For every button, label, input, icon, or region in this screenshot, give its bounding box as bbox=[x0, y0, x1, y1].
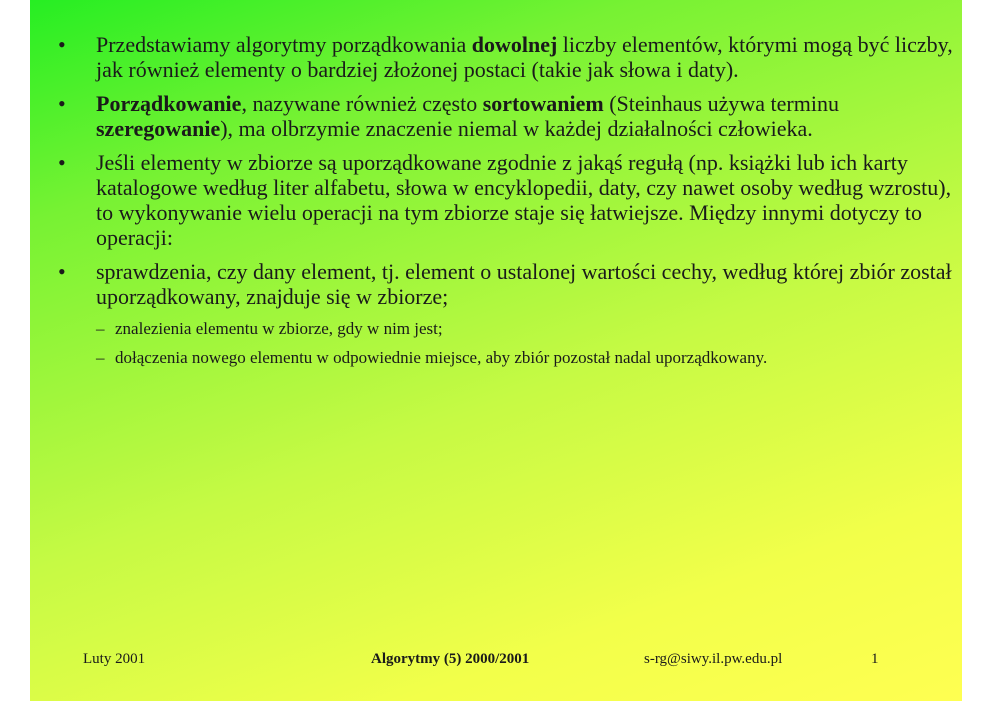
bullet-text: Jeśli elementy w zbiorze są uporządkowane zgodnie z jakąś regułą (np. książki lub ich karty katalogowe według liter alfabetu, słowa w encyklopedii, daty, czy nawet osoby według wzrostu), to wykonywanie wielu operacji na tym zbiorze staje się łatwiejsze. Między innymi dotyczy to operacji: bbox=[96, 150, 952, 250]
bold-term: szeregowanie bbox=[96, 116, 221, 141]
sub-bullet-marker: – bbox=[96, 348, 105, 367]
bullet-text: Przedstawiamy algorytmy porządkowania bbox=[96, 32, 472, 57]
bullet-marker: • bbox=[58, 259, 66, 284]
sub-bullet-text: znalezienia elementu w zbiorze, gdy w nim jest; bbox=[115, 319, 443, 338]
sub-bullet-marker: – bbox=[96, 319, 105, 338]
bullet-marker: • bbox=[58, 150, 66, 175]
bullet-text: , nazywane również często bbox=[241, 91, 483, 116]
footer-email: s-rg@siwy.il.pw.edu.pl bbox=[644, 651, 783, 667]
sub-bullet-item bbox=[58, 346, 958, 370]
bullet-list bbox=[58, 32, 958, 379]
bullet-marker: • bbox=[58, 32, 66, 57]
sub-bullet-list bbox=[58, 317, 958, 370]
footer-date: Luty 2001 bbox=[83, 651, 146, 667]
footer-title: Algorytmy (5) 2000/2001 bbox=[371, 651, 530, 667]
bullet-text: liczby elementów, którymi mogą być liczby, jak również elementy o bardziej złożonej postaci (takie jak słowa i daty). bbox=[96, 32, 953, 82]
bullet-item bbox=[58, 91, 958, 141]
page-number: 1 bbox=[871, 651, 879, 667]
bullet-item bbox=[58, 259, 958, 370]
sub-bullet-item bbox=[58, 317, 958, 341]
bullet-item bbox=[58, 32, 958, 82]
bold-term: dowolnej bbox=[471, 32, 558, 57]
bullet-item bbox=[58, 150, 958, 250]
bullet-text: sprawdzenia, czy dany element, tj. element o ustalonej wartości cechy, według której zbiór został uporządkowany, znajduje się w zbiorze; bbox=[96, 259, 952, 309]
bullet-text: ), ma olbrzymie znaczenie niemal w każdej działalności człowieka. bbox=[220, 116, 813, 141]
sub-bullet-text: dołączenia nowego elementu w odpowiednie miejsce, aby zbiór pozostał nadal uporządkowany. bbox=[115, 348, 768, 367]
bullet-marker: • bbox=[58, 91, 66, 116]
bold-term: Porządkowanie bbox=[96, 91, 242, 116]
bullet-text: (Steinhaus używa terminu bbox=[603, 91, 839, 116]
bold-term: sortowaniem bbox=[482, 91, 604, 116]
slide-content bbox=[30, 0, 962, 701]
